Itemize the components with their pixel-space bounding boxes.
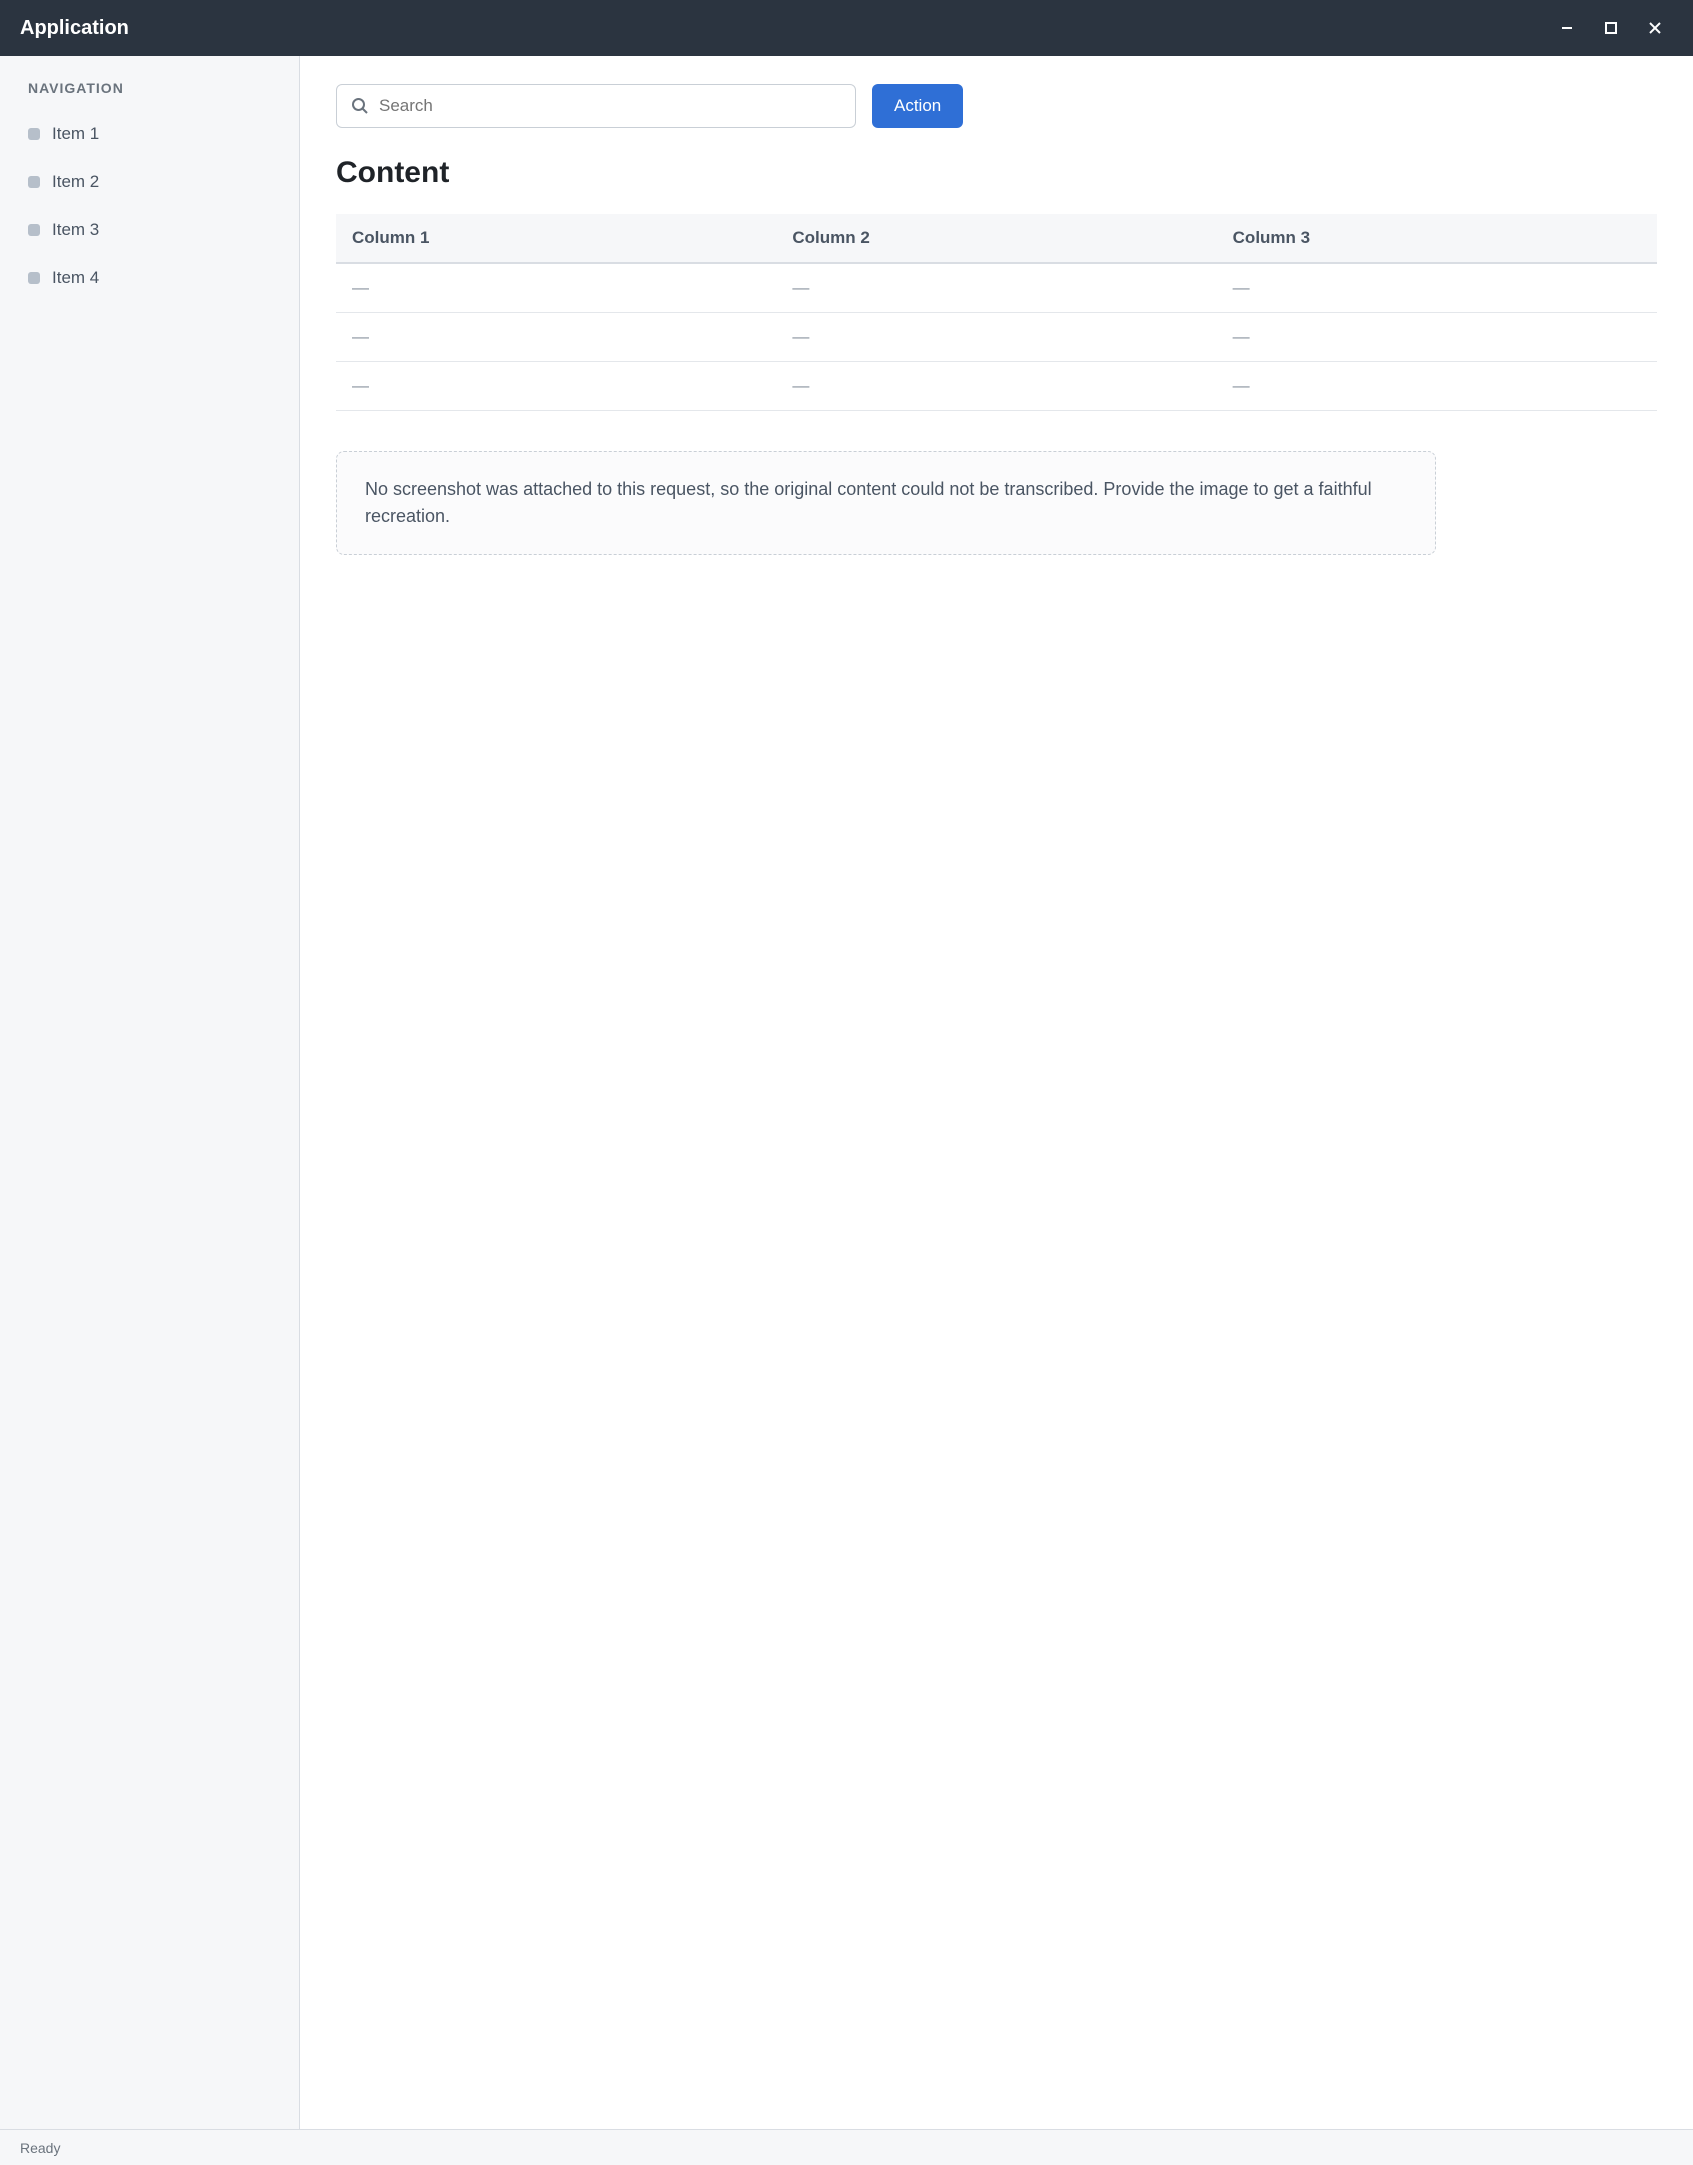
table-cell: —	[336, 313, 776, 362]
table-cell: —	[776, 313, 1216, 362]
window-controls	[1549, 12, 1673, 44]
sidebar	[0, 56, 300, 2129]
data-table	[336, 214, 1657, 411]
minimize-button[interactable]	[1549, 12, 1585, 44]
missing-image-notice: No screenshot was attached to this request, so the original content could not be transcribed. Provide the image to get a faithful recreation.	[336, 451, 1436, 555]
item-bullet-icon	[28, 176, 40, 188]
table-cell: —	[1217, 362, 1657, 411]
table-row[interactable]	[336, 362, 1657, 411]
sidebar-item-2[interactable]	[16, 160, 283, 204]
table-cell: —	[336, 263, 776, 313]
status-text: Ready	[20, 2139, 61, 2156]
table-row[interactable]	[336, 263, 1657, 313]
close-icon	[1647, 20, 1663, 36]
page-title: Content	[336, 156, 450, 189]
table-row[interactable]	[336, 313, 1657, 362]
item-bullet-icon	[28, 272, 40, 284]
close-button[interactable]	[1637, 12, 1673, 44]
sidebar-item-label: Item 2	[52, 172, 100, 191]
sidebar-item-label: Item 1	[52, 124, 100, 143]
main-content	[300, 56, 1693, 2129]
table-header	[336, 214, 1657, 263]
table-body	[336, 263, 1657, 411]
sidebar-item-4[interactable]	[16, 256, 283, 300]
sidebar-heading: NAVIGATION	[28, 80, 124, 96]
toolbar	[336, 84, 1657, 128]
sidebar-item-label: Item 3	[52, 220, 100, 239]
title-bar	[0, 0, 1693, 56]
search-input[interactable]	[379, 96, 841, 116]
window-title: Application	[20, 16, 129, 39]
sidebar-item-label: Item 4	[52, 268, 100, 287]
table-cell: —	[1217, 313, 1657, 362]
table-cell: —	[336, 362, 776, 411]
status-bar	[0, 2129, 1693, 2165]
search-box	[336, 84, 856, 128]
item-bullet-icon	[28, 224, 40, 236]
maximize-button[interactable]	[1593, 12, 1629, 44]
window-body	[0, 56, 1693, 2129]
primary-action-button[interactable]: Action	[872, 84, 963, 128]
maximize-icon	[1603, 20, 1619, 36]
item-bullet-icon	[28, 128, 40, 140]
column-header[interactable]: Column 1	[336, 214, 776, 263]
sidebar-item-3[interactable]	[16, 208, 283, 252]
table-cell: —	[776, 362, 1216, 411]
minimize-icon	[1559, 20, 1575, 36]
table-cell: —	[1217, 263, 1657, 313]
table-cell: —	[776, 263, 1216, 313]
column-header[interactable]: Column 2	[776, 214, 1216, 263]
sidebar-item-1[interactable]	[16, 112, 283, 156]
search-icon	[351, 97, 369, 115]
column-header[interactable]: Column 3	[1217, 214, 1657, 263]
header-row	[336, 214, 1657, 263]
